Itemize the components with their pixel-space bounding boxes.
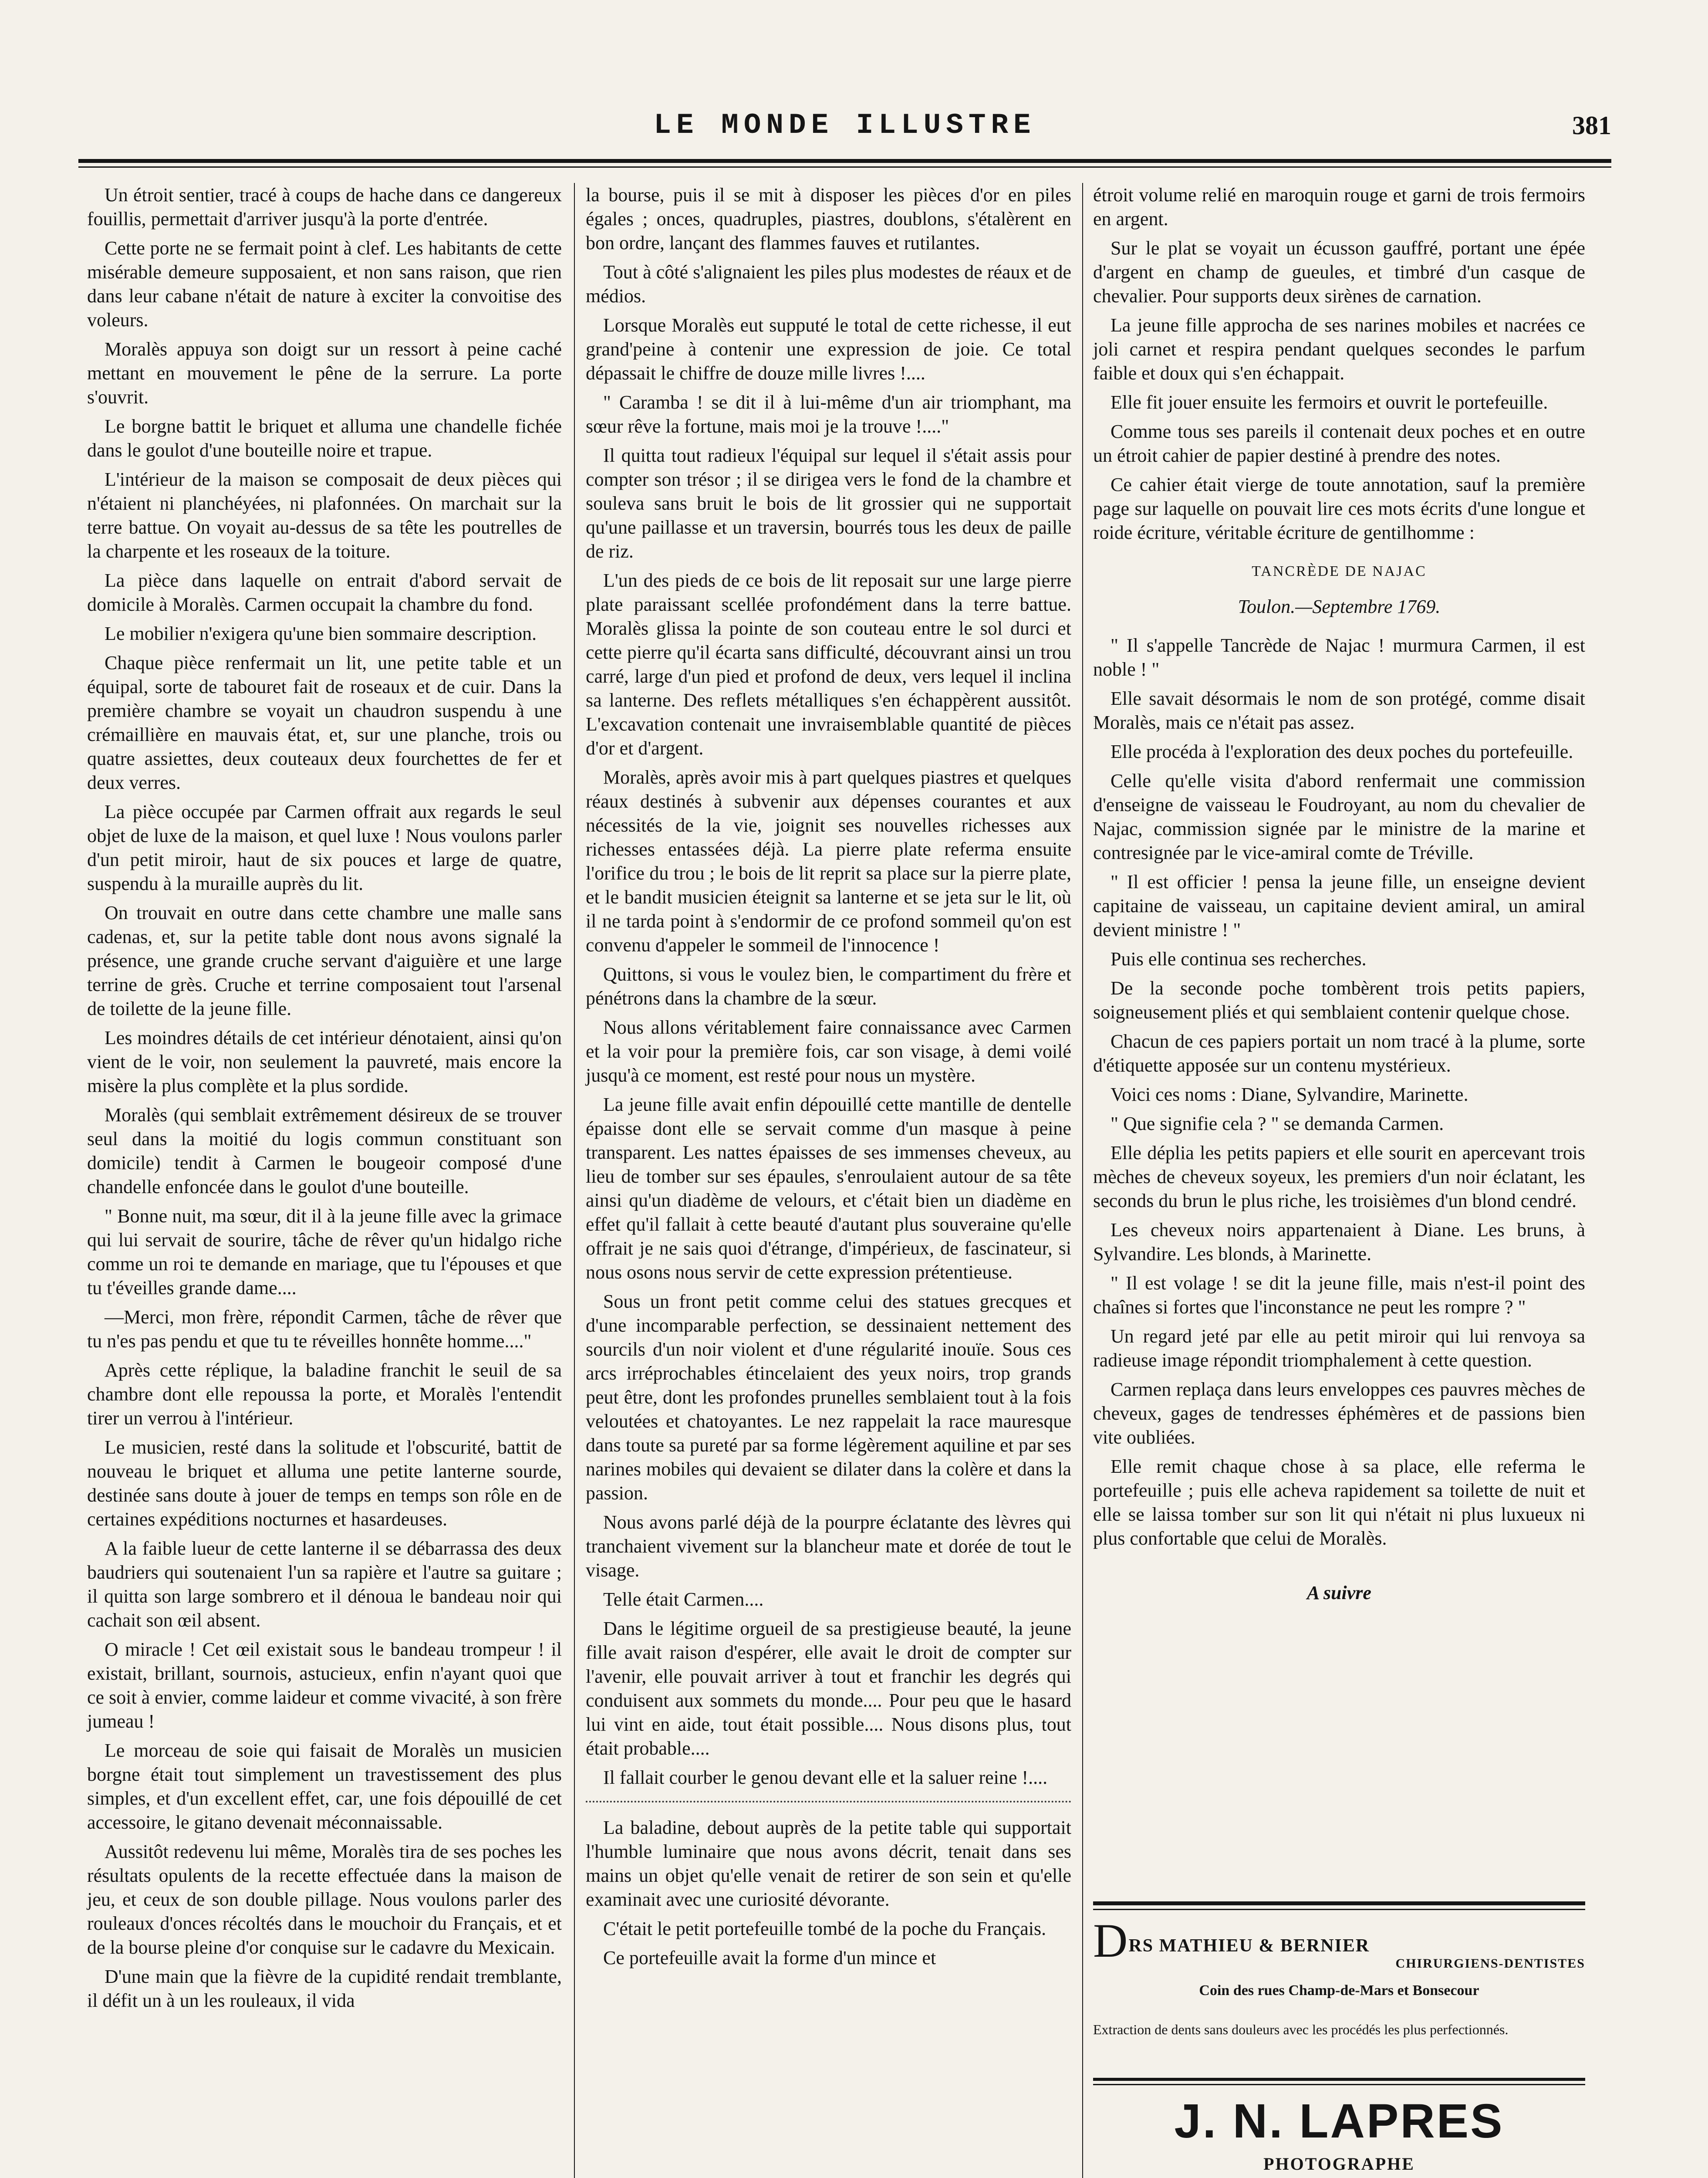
signature-line: TANCRÈDE DE NAJAC (1252, 563, 1427, 579)
paragraph: Un étroit sentier, tracé à coups de hache dans ce dangereux fouillis, permettait d'arriver jusqu'à la porte d'entrée. (87, 184, 562, 230)
paragraph: " Il est officier ! pensa la jeune fille, un enseigne devient capitaine de vaisseau, un capitaine devient amiral, un amiral devient ministre ! " (1093, 871, 1585, 940)
dateline: Toulon.—Septembre 1769. (1238, 596, 1441, 617)
paragraph: " Caramba ! se dit il à lui-même d'un air triomphant, ma sœur rêve la fortune, mais moi je la trouve !...." (586, 392, 1071, 437)
paragraph: L'intérieur de la maison se composait de deux pièces qui n'étaient ni planchéyées, ni plafonnées. On marchait sur la terre battue. On voyait au-dessus de sa tête les poutrelles de la charpente et les roseaux de la toiture. (87, 469, 562, 562)
paragraph: Ce cahier était vierge de toute annotation, sauf la première page sur laquelle on pouvait lire ces mots écrits d'une longue et roide écriture, véritable écriture de gentilhomme : (1093, 474, 1585, 543)
paragraph: Voici ces noms : Diane, Sylvandire, Marinette. (1111, 1084, 1468, 1105)
paragraph: C'était le petit portefeuille tombé de la poche du Français. (603, 1918, 1046, 1939)
paragraph: Les cheveux noirs appartenaient à Diane. Les bruns, à Sylvandire. Les blonds, à Marinette. (1093, 1219, 1585, 1265)
column-divider (1082, 183, 1083, 2178)
paragraph: Ce portefeuille avait la forme d'un mince et (603, 1947, 936, 1968)
paragraph: Elle remit chaque chose à sa place, elle referma le portefeuille ; puis elle acheva rapidement sa toilette de nuit et elle se laissa tomber sur son lit qui n'était ni plus luxueux ni plus confortable que celui de Moralès. (1093, 1456, 1585, 1549)
ad-rule-thin (1093, 1909, 1585, 1910)
paragraph: Cette porte ne se fermait point à clef. Les habitants de cette misérable demeure supposaient, et non sans raison, que rien dans leur cabane n'était de nature à exciter la convoitise des voleurs. (87, 237, 562, 331)
paragraph: Chacun de ces papiers portait un nom tracé à la plume, sorte d'étiquette apposée sur un contenu mystérieux. (1093, 1031, 1585, 1076)
paragraph: Il quitta tout radieux l'équipal sur lequel il s'était assis pour compter son trésor ; il se dirigea vers le fond de la chambre et souleva sans bruit le bois de lit grossier qui ne supportait qu'une paillasse et un traversin, bourrés tous les deux de paille de riz. (586, 445, 1071, 562)
article-column-2 (586, 183, 1071, 1975)
paragraph: Sous un front petit comme celui des statues grecques et d'une incomparable perfection, se dessinaient nettement des sourcils d'un noir violent et d'une régularité inouïe. Sous ces arcs irréprochables étincelaient des yeux noirs, trop grands peut être, dont les profondes prunelles semblaient tout à la fois veloutées et chatoyantes. Le nez rappelait la race mauresque dans toute sa pureté par sa forme légèrement aquiline et par ses narines mobiles qui devaient se dilater dans la colère et dans la passion. (586, 1291, 1071, 1504)
to-be-continued: A suivre (1307, 1582, 1371, 1603)
article-column-1 (87, 183, 562, 2018)
paragraph: Le mobilier n'exigera qu'une bien sommaire description. (105, 623, 537, 644)
paragraph: L'un des pieds de ce bois de lit reposait sur une large pierre plate paraissant scellée profondément dans la terre battue. Moralès glissa la pointe de son couteau entre le sol durci et cette pierre qu'il écarta sans difficulté, découvrant ainsi un trou carré, large d'un pied et profond de deux, vers lequel il inclina sa lanterne. Des reflets métalliques s'en échappèrent aussitôt. L'excavation contenait une invraisemblable quantité de pièces d'or et d'argent. (586, 570, 1071, 759)
ad-rule-thick (1093, 1901, 1585, 1905)
paragraph: —Merci, mon frère, répondit Carmen, tâche de rêver que tu n'es pas pendu et que tu te réveilles honnête homme...." (87, 1306, 562, 1352)
paragraph: Le musicien, resté dans la solitude et l'obscurité, battit de nouveau le briquet et alluma une petite lanterne sourde, destinée sans doute à jouer de temps en temps son rôle en de certaines expéditions nocturnes et hasardeuses. (87, 1437, 562, 1530)
paragraph: On trouvait en outre dans cette chambre une malle sans cadenas, et, sur la petite table dont nous avons signalé la présence, une grande cruche servant d'aiguière et une large terrine de grès. Cruche et terrine composaient tout l'arsenal de toilette de la jeune fille. (87, 902, 562, 1019)
ad-separator-thin (1093, 2084, 1585, 2085)
paragraph: " Bonne nuit, ma sœur, dit il à la jeune fille avec la grimace qui lui servait de sourire, tâche de rêver qu'un hidalgo riche comme un roi te demande en mariage, que tu l'épouses et que tu t'éveilles grande dame.... (87, 1205, 562, 1299)
paragraph: étroit volume relié en maroquin rouge et garni de trois fermoirs en argent. (1093, 184, 1585, 230)
journal-title: LE MONDE ILLUSTRE (654, 109, 1036, 142)
paragraph: Tout à côté s'alignaient les piles plus modestes de réaux et de médios. (586, 261, 1071, 307)
ad-dentist-text: Extraction de dents sans douleurs avec les procédés les plus perfectionnés. (1093, 2022, 1509, 2037)
paragraph: Carmen replaça dans leurs enveloppes ces pauvres mèches de cheveux, gages de tendresses éphémères et de passions bien vite oubliées. (1093, 1379, 1585, 1448)
paragraph: Le borgne battit le briquet et alluma une chandelle fichée dans le goulot d'une bouteille noire et trapue. (87, 416, 562, 461)
paragraph: " Que signifie cela ? " se demanda Carmen. (1111, 1113, 1444, 1134)
paragraph: Il fallait courber le genou devant elle et la saluer reine !.... (603, 1767, 1048, 1788)
page-header (78, 105, 1611, 152)
ad-dentist-name: DRS MATHIEU & BERNIER (1093, 1914, 1370, 1967)
paragraph: Les moindres détails de cet intérieur dénotaient, ainsi qu'on vient de le voir, non seulement la pauvreté, mais encore la misère la plus complète et la plus sordide. (87, 1027, 562, 1096)
paragraph: Moralès appuya son doigt sur un ressort à peine caché mettant en mouvement le pêne de la serrure. La porte s'ouvrit. (87, 338, 562, 408)
paragraph: Telle était Carmen.... (603, 1589, 764, 1610)
header-rule-thin (78, 166, 1611, 168)
ad-photographer-profession: PHOTOGRAPHE (1263, 2154, 1415, 2174)
paragraph: Comme tous ses pareils il contenait deux poches et en outre un étroit cahier de papier destiné à prendre des notes. (1093, 421, 1585, 466)
paragraph: la bourse, puis il se mit à disposer les pièces d'or en piles égales ; onces, quadruples, piastres, doublons, s'étalèrent en bon ordre, lançant des flammes fauves et rutilantes. (586, 184, 1071, 254)
paragraph: Dans le légitime orgueil de sa prestigieuse beauté, la jeune fille avait raison d'espérer, elle avait le droit de compter sur l'avenir, elle pouvait arriver à tout et franchir les degrés qui conduisent aux sommets du monde.... Pour peu que le hasard lui vint en aide, tout était possible.... Nous disons plus, tout était probable.... (586, 1618, 1071, 1759)
paragraph: La jeune fille approcha de ses narines mobiles et nacrées ce joli carnet et respira pendant quelques secondes le parfum faible et doux qui s'en échappait. (1093, 315, 1585, 384)
paragraph: De la seconde poche tombèrent trois petits papiers, soigneusement pliés et qui semblaient contenir quelque chose. (1093, 977, 1585, 1023)
paragraph: Après cette réplique, la baladine franchit le seuil de sa chambre dont elle repoussa la porte, et Moralès l'entendit tirer un verrou à l'intérieur. (87, 1360, 562, 1429)
paragraph: D'une main que la fièvre de la cupidité rendait tremblante, il défit un à un les rouleaux, il vida (87, 1966, 562, 2011)
header-rule-thick (78, 159, 1611, 163)
paragraph: Lorsque Moralès eut supputé le total de cette richesse, il eut grand'peine à contenir une expression de joie. Ce total dépassait le chiffre de douze mille livres !.... (586, 315, 1071, 384)
paragraph: O miracle ! Cet œil existait sous le bandeau trompeur ! il existait, brillant, sournois, astucieux, enfin n'ayant quoi que ce soit à envier, comme laideur et comme vivacité, à son frère jumeau ! (87, 1639, 562, 1732)
paragraph: La baladine, debout auprès de la petite table qui supportait l'humble luminaire que nous avons décrit, tenait dans ses mains un objet qu'elle venait de retirer de son sein et qu'elle examinait avec une curiosité dévorante. (586, 1817, 1071, 1910)
paragraph: A la faible lueur de cette lanterne il se débarrassa des deux baudriers qui soutenaient l'un sa rapière et l'autre sa guitare ; il quitta son large sombrero et il dénoua le bandeau noir qui cachait son œil absent. (87, 1538, 562, 1631)
ad-dentist-profession: CHIRURGIENS-DENTISTES (1395, 1956, 1585, 1971)
paragraph: Puis elle continua ses recherches. (1111, 948, 1367, 970)
paragraph: Elle savait désormais le nom de son protégé, comme disait Moralès, mais ce n'était pas assez. (1093, 688, 1585, 733)
paragraph: Un regard jeté par elle au petit miroir qui lui renvoya sa radieuse image répondit triomphalement à cette question. (1093, 1326, 1585, 1371)
ad-dentist-address: Coin des rues Champ-de-Mars et Bonsecour (1199, 1982, 1479, 1999)
paragraph: Moralès (qui semblait extrêmement désireux de se trouver seul dans la moitié du logis commun constituant son domicile) tendit à Carmen le bougeoir composé d'une chandelle enfoncée dans le goulot d'une bouteille. (87, 1104, 562, 1197)
paragraph: Sur le plat se voyait un écusson gauffré, portant une épée d'argent en champ de gueules, et timbré d'un casque de chevalier. Pour supports deux sirènes de carnation. (1093, 237, 1585, 307)
ad-photographer-name: J. N. LAPRES (1174, 2094, 1504, 2148)
paragraph: Moralès, après avoir mis à part quelques piastres et quelques réaux destinés à subvenir aux dépenses courantes et aux nécessités de la vie, joignit ses nouvelles richesses aux richesses entassées déjà. La pierre plate referma ensuite l'orifice du trou ; le bois de lit reprit sa place sur la pierre plate, et le bandit musicien éteignit sa lanterne et se jeta sur le lit, où il ne tarda point à s'endormir de ce profond sommeil qu'on est convenu d'appeler le sommeil de l'innocence ! (586, 767, 1071, 956)
photographer-advertisement (1093, 2095, 1585, 2178)
dotted-separator (586, 1801, 1071, 1811)
paragraph: Le morceau de soie qui faisait de Moralès un musicien borgne était tout simplement un travestissement des plus simples, et d'un excellent effet, car, une fois dépouillé de cet accessoire, le gitano devenait méconnaissable. (87, 1740, 562, 1833)
paragraph: " Il est volage ! se dit la jeune fille, mais n'est-il point des chaînes si fortes que l'inconstance ne peut les rompre ? " (1093, 1272, 1585, 1318)
article-column-3 (1093, 183, 1585, 1631)
paragraph: La pièce dans laquelle on entrait d'abord servait de domicile à Moralès. Carmen occupait la chambre du fond. (87, 570, 562, 615)
paragraph: Elle fit jouer ensuite les fermoirs et ouvrit le portefeuille. (1111, 392, 1548, 413)
paragraph: Chaque pièce renfermait un lit, une petite table et un équipal, sorte de tabouret fait de roseaux et de cuir. Dans la première chambre se voyait un chaudron suspendu à une crémaillière en mauvais état, et, sur une planche, trois ou quatre assiettes, deux couteaux deux fourchettes de fer et deux verres. (87, 652, 562, 793)
paragraph: Celle qu'elle visita d'abord renfermait une commission d'enseigne de vaisseau le Foudroyant, au nom du chevalier de Najac, commission signée par le ministre de la marine et contresignée par le vice-amiral comte de Tréville. (1093, 770, 1585, 863)
paragraph: " Il s'appelle Tancrède de Najac ! murmura Carmen, il est noble ! " (1093, 635, 1585, 680)
paragraph: Nous allons véritablement faire connaissance avec Carmen et la voir pour la première fois, car son visage, à demi voilé jusqu'à ce moment, est resté pour nous un mystère. (586, 1017, 1071, 1086)
page-number: 381 (1572, 111, 1611, 140)
paragraph: Aussitôt redevenu lui même, Moralès tira de ses poches les résultats opulents de la recette effectuée dans la maison de jeu, et ceux de son double pillage. Nous voulons parler des rouleaux d'onces récoltés dans le mouchoir du Français, et et de la bourse pleine d'or conquise sur le cadavre du Mexicain. (87, 1841, 562, 1958)
paragraph: Nous avons parlé déjà de la pourpre éclatante des lèvres qui tranchaient vivement sur la blancheur mate et dorée de tout le visage. (586, 1512, 1071, 1581)
paragraph: La pièce occupée par Carmen offrait aux regards le seul objet de luxe de la maison, et quel luxe ! Nous voulons parler d'un petit miroir, haut de six pouces et large de quatre, suspendu à la muraille auprès du lit. (87, 801, 562, 894)
paragraph: Elle procéda à l'exploration des deux poches du portefeuille. (1111, 741, 1573, 762)
paragraph: La jeune fille avait enfin dépouillé cette mantille de dentelle épaisse dont elle se servait comme d'un masque à peine transparent. Les nattes épaisses de ses immenses cheveux, au lieu de tomber sur ses épaules, s'enroulaient autour de sa tête ainsi qu'un diadème de velours, et c'était bien un diadème en effet qu'il fallait à cette beauté d'autant plus souveraine qu'elle offrait je ne sais quoi d'étrange, d'impérieux, de fascinateur, si nous osons nous servir de cette expression prétentieuse. (586, 1094, 1071, 1283)
ad-separator-thick (1093, 2078, 1585, 2081)
paragraph: Quittons, si vous le voulez bien, le compartiment du frère et pénétrons dans la chambre de la sœur. (586, 964, 1071, 1009)
dentist-advertisement (1093, 1914, 1585, 2038)
column-divider (574, 183, 575, 2178)
paragraph: Elle déplia les petits papiers et elle sourit en apercevant trois mèches de cheveux soyeux, les premiers d'un noir éclatant, les seconds du brun le plus riche, les troisièmes d'un blond cendré. (1093, 1142, 1585, 1211)
